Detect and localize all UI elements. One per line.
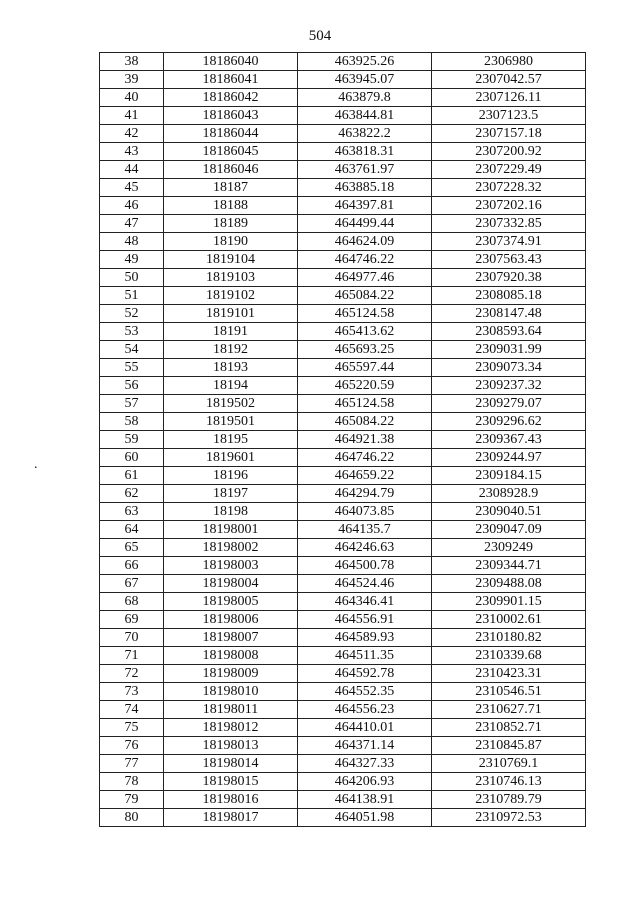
y-coordinate-cell: 2310845.87 xyxy=(432,737,586,755)
table-row xyxy=(100,341,586,359)
row-number-cell: 43 xyxy=(100,143,164,161)
point-id-cell: 18187 xyxy=(164,179,298,197)
table-row xyxy=(100,269,586,287)
x-coordinate-cell: 464592.78 xyxy=(298,665,432,683)
point-id-cell: 18186043 xyxy=(164,107,298,125)
y-coordinate-cell: 2309244.97 xyxy=(432,449,586,467)
point-id-cell: 18189 xyxy=(164,215,298,233)
x-coordinate-cell: 464746.22 xyxy=(298,449,432,467)
row-number-cell: 72 xyxy=(100,665,164,683)
x-coordinate-cell: 464135.7 xyxy=(298,521,432,539)
table-row xyxy=(100,737,586,755)
table-row xyxy=(100,161,586,179)
table-row xyxy=(100,125,586,143)
table-row xyxy=(100,683,586,701)
table-row xyxy=(100,791,586,809)
row-number-cell: 56 xyxy=(100,377,164,395)
stray-mark: . xyxy=(34,457,38,472)
table-row xyxy=(100,467,586,485)
x-coordinate-cell: 465413.62 xyxy=(298,323,432,341)
x-coordinate-cell: 463945.07 xyxy=(298,71,432,89)
y-coordinate-cell: 2307202.16 xyxy=(432,197,586,215)
y-coordinate-cell: 2307920.38 xyxy=(432,269,586,287)
point-id-cell: 18198001 xyxy=(164,521,298,539)
row-number-cell: 62 xyxy=(100,485,164,503)
row-number-cell: 79 xyxy=(100,791,164,809)
y-coordinate-cell: 2310789.79 xyxy=(432,791,586,809)
x-coordinate-cell: 464346.41 xyxy=(298,593,432,611)
x-coordinate-cell: 464921.38 xyxy=(298,431,432,449)
table-row xyxy=(100,395,586,413)
y-coordinate-cell: 2310423.31 xyxy=(432,665,586,683)
point-id-cell: 18198006 xyxy=(164,611,298,629)
point-id-cell: 18198013 xyxy=(164,737,298,755)
table-row xyxy=(100,539,586,557)
point-id-cell: 18186041 xyxy=(164,71,298,89)
row-number-cell: 78 xyxy=(100,773,164,791)
x-coordinate-cell: 464556.23 xyxy=(298,701,432,719)
x-coordinate-cell: 464051.98 xyxy=(298,809,432,827)
point-id-cell: 1819502 xyxy=(164,395,298,413)
row-number-cell: 68 xyxy=(100,593,164,611)
point-id-cell: 18198012 xyxy=(164,719,298,737)
y-coordinate-cell: 2309184.15 xyxy=(432,467,586,485)
x-coordinate-cell: 463761.97 xyxy=(298,161,432,179)
point-id-cell: 18194 xyxy=(164,377,298,395)
y-coordinate-cell: 2309047.09 xyxy=(432,521,586,539)
table-row xyxy=(100,215,586,233)
point-id-cell: 18198002 xyxy=(164,539,298,557)
point-id-cell: 18191 xyxy=(164,323,298,341)
row-number-cell: 51 xyxy=(100,287,164,305)
point-id-cell: 1819501 xyxy=(164,413,298,431)
table-row xyxy=(100,575,586,593)
row-number-cell: 55 xyxy=(100,359,164,377)
point-id-cell: 18186044 xyxy=(164,125,298,143)
table-row xyxy=(100,557,586,575)
y-coordinate-cell: 2307229.49 xyxy=(432,161,586,179)
y-coordinate-cell: 2309279.07 xyxy=(432,395,586,413)
row-number-cell: 60 xyxy=(100,449,164,467)
point-id-cell: 18198008 xyxy=(164,647,298,665)
table-row xyxy=(100,593,586,611)
table-row xyxy=(100,485,586,503)
y-coordinate-cell: 2310746.13 xyxy=(432,773,586,791)
row-number-cell: 65 xyxy=(100,539,164,557)
x-coordinate-cell: 464073.85 xyxy=(298,503,432,521)
table-row xyxy=(100,521,586,539)
y-coordinate-cell: 2309073.34 xyxy=(432,359,586,377)
y-coordinate-cell: 2309031.99 xyxy=(432,341,586,359)
table-row xyxy=(100,773,586,791)
point-id-cell: 18198016 xyxy=(164,791,298,809)
x-coordinate-cell: 464589.93 xyxy=(298,629,432,647)
row-number-cell: 69 xyxy=(100,611,164,629)
y-coordinate-cell: 2310002.61 xyxy=(432,611,586,629)
row-number-cell: 71 xyxy=(100,647,164,665)
y-coordinate-cell: 2306980 xyxy=(432,53,586,71)
point-id-cell: 18197 xyxy=(164,485,298,503)
point-id-cell: 1819103 xyxy=(164,269,298,287)
y-coordinate-cell: 2307200.92 xyxy=(432,143,586,161)
point-id-cell: 18186045 xyxy=(164,143,298,161)
row-number-cell: 45 xyxy=(100,179,164,197)
y-coordinate-cell: 2307228.32 xyxy=(432,179,586,197)
row-number-cell: 73 xyxy=(100,683,164,701)
table-row xyxy=(100,755,586,773)
y-coordinate-cell: 2307332.85 xyxy=(432,215,586,233)
point-id-cell: 18196 xyxy=(164,467,298,485)
y-coordinate-cell: 2307126.11 xyxy=(432,89,586,107)
table-row xyxy=(100,611,586,629)
y-coordinate-cell: 2307157.18 xyxy=(432,125,586,143)
x-coordinate-cell: 464138.91 xyxy=(298,791,432,809)
y-coordinate-cell: 2309237.32 xyxy=(432,377,586,395)
x-coordinate-cell: 464977.46 xyxy=(298,269,432,287)
coordinates-table xyxy=(99,52,586,827)
row-number-cell: 67 xyxy=(100,575,164,593)
point-id-cell: 1819601 xyxy=(164,449,298,467)
table-row xyxy=(100,197,586,215)
x-coordinate-cell: 464500.78 xyxy=(298,557,432,575)
table-row xyxy=(100,503,586,521)
row-number-cell: 54 xyxy=(100,341,164,359)
point-id-cell: 18195 xyxy=(164,431,298,449)
y-coordinate-cell: 2309488.08 xyxy=(432,575,586,593)
row-number-cell: 49 xyxy=(100,251,164,269)
table-row xyxy=(100,719,586,737)
row-number-cell: 44 xyxy=(100,161,164,179)
table-row xyxy=(100,359,586,377)
y-coordinate-cell: 2310769.1 xyxy=(432,755,586,773)
y-coordinate-cell: 2310546.51 xyxy=(432,683,586,701)
row-number-cell: 70 xyxy=(100,629,164,647)
point-id-cell: 18198 xyxy=(164,503,298,521)
row-number-cell: 38 xyxy=(100,53,164,71)
row-number-cell: 58 xyxy=(100,413,164,431)
row-number-cell: 61 xyxy=(100,467,164,485)
row-number-cell: 40 xyxy=(100,89,164,107)
point-id-cell: 18198003 xyxy=(164,557,298,575)
point-id-cell: 18198007 xyxy=(164,629,298,647)
point-id-cell: 18192 xyxy=(164,341,298,359)
x-coordinate-cell: 463818.31 xyxy=(298,143,432,161)
y-coordinate-cell: 2310852.71 xyxy=(432,719,586,737)
x-coordinate-cell: 464371.14 xyxy=(298,737,432,755)
table-row xyxy=(100,251,586,269)
table-row xyxy=(100,233,586,251)
table-row xyxy=(100,287,586,305)
table-row xyxy=(100,629,586,647)
table-row xyxy=(100,449,586,467)
table-row xyxy=(100,323,586,341)
row-number-cell: 39 xyxy=(100,71,164,89)
row-number-cell: 41 xyxy=(100,107,164,125)
x-coordinate-cell: 464294.79 xyxy=(298,485,432,503)
x-coordinate-cell: 465084.22 xyxy=(298,413,432,431)
x-coordinate-cell: 464410.01 xyxy=(298,719,432,737)
y-coordinate-cell: 2307563.43 xyxy=(432,251,586,269)
table-row xyxy=(100,305,586,323)
y-coordinate-cell: 2310972.53 xyxy=(432,809,586,827)
point-id-cell: 18193 xyxy=(164,359,298,377)
row-number-cell: 75 xyxy=(100,719,164,737)
x-coordinate-cell: 464327.33 xyxy=(298,755,432,773)
y-coordinate-cell: 2308593.64 xyxy=(432,323,586,341)
table-row xyxy=(100,179,586,197)
row-number-cell: 46 xyxy=(100,197,164,215)
point-id-cell: 1819104 xyxy=(164,251,298,269)
point-id-cell: 18198015 xyxy=(164,773,298,791)
table-row xyxy=(100,377,586,395)
table-row xyxy=(100,665,586,683)
point-id-cell: 18190 xyxy=(164,233,298,251)
row-number-cell: 52 xyxy=(100,305,164,323)
y-coordinate-cell: 2310180.82 xyxy=(432,629,586,647)
y-coordinate-cell: 2309344.71 xyxy=(432,557,586,575)
table-row xyxy=(100,89,586,107)
y-coordinate-cell: 2307042.57 xyxy=(432,71,586,89)
table-row xyxy=(100,71,586,89)
point-id-cell: 18198017 xyxy=(164,809,298,827)
row-number-cell: 63 xyxy=(100,503,164,521)
x-coordinate-cell: 463844.81 xyxy=(298,107,432,125)
row-number-cell: 80 xyxy=(100,809,164,827)
x-coordinate-cell: 464746.22 xyxy=(298,251,432,269)
row-number-cell: 47 xyxy=(100,215,164,233)
table-row xyxy=(100,647,586,665)
page-number: 504 xyxy=(308,28,332,44)
x-coordinate-cell: 464511.35 xyxy=(298,647,432,665)
x-coordinate-cell: 463925.26 xyxy=(298,53,432,71)
table-row xyxy=(100,701,586,719)
x-coordinate-cell: 464552.35 xyxy=(298,683,432,701)
x-coordinate-cell: 463885.18 xyxy=(298,179,432,197)
point-id-cell: 18198014 xyxy=(164,755,298,773)
y-coordinate-cell: 2307374.91 xyxy=(432,233,586,251)
row-number-cell: 50 xyxy=(100,269,164,287)
point-id-cell: 18198010 xyxy=(164,683,298,701)
point-id-cell: 1819102 xyxy=(164,287,298,305)
point-id-cell: 18186042 xyxy=(164,89,298,107)
x-coordinate-cell: 464659.22 xyxy=(298,467,432,485)
x-coordinate-cell: 464624.09 xyxy=(298,233,432,251)
row-number-cell: 77 xyxy=(100,755,164,773)
row-number-cell: 59 xyxy=(100,431,164,449)
point-id-cell: 18186040 xyxy=(164,53,298,71)
x-coordinate-cell: 464499.44 xyxy=(298,215,432,233)
x-coordinate-cell: 465220.59 xyxy=(298,377,432,395)
y-coordinate-cell: 2308928.9 xyxy=(432,485,586,503)
row-number-cell: 76 xyxy=(100,737,164,755)
y-coordinate-cell: 2309296.62 xyxy=(432,413,586,431)
table-row xyxy=(100,809,586,827)
row-number-cell: 53 xyxy=(100,323,164,341)
y-coordinate-cell: 2308085.18 xyxy=(432,287,586,305)
x-coordinate-cell: 465084.22 xyxy=(298,287,432,305)
x-coordinate-cell: 464524.46 xyxy=(298,575,432,593)
y-coordinate-cell: 2309040.51 xyxy=(432,503,586,521)
x-coordinate-cell: 464246.63 xyxy=(298,539,432,557)
row-number-cell: 42 xyxy=(100,125,164,143)
y-coordinate-cell: 2309249 xyxy=(432,539,586,557)
row-number-cell: 74 xyxy=(100,701,164,719)
y-coordinate-cell: 2310627.71 xyxy=(432,701,586,719)
table-row xyxy=(100,143,586,161)
table-row xyxy=(100,413,586,431)
table-row xyxy=(100,107,586,125)
point-id-cell: 18188 xyxy=(164,197,298,215)
row-number-cell: 66 xyxy=(100,557,164,575)
x-coordinate-cell: 465124.58 xyxy=(298,305,432,323)
table-body xyxy=(100,53,586,827)
point-id-cell: 1819101 xyxy=(164,305,298,323)
row-number-cell: 57 xyxy=(100,395,164,413)
x-coordinate-cell: 464397.81 xyxy=(298,197,432,215)
y-coordinate-cell: 2309367.43 xyxy=(432,431,586,449)
row-number-cell: 48 xyxy=(100,233,164,251)
table-row xyxy=(100,53,586,71)
x-coordinate-cell: 463879.8 xyxy=(298,89,432,107)
table-row xyxy=(100,431,586,449)
point-id-cell: 18198005 xyxy=(164,593,298,611)
y-coordinate-cell: 2310339.68 xyxy=(432,647,586,665)
y-coordinate-cell: 2309901.15 xyxy=(432,593,586,611)
x-coordinate-cell: 465693.25 xyxy=(298,341,432,359)
x-coordinate-cell: 465124.58 xyxy=(298,395,432,413)
x-coordinate-cell: 463822.2 xyxy=(298,125,432,143)
point-id-cell: 18198009 xyxy=(164,665,298,683)
point-id-cell: 18186046 xyxy=(164,161,298,179)
x-coordinate-cell: 464556.91 xyxy=(298,611,432,629)
point-id-cell: 18198004 xyxy=(164,575,298,593)
x-coordinate-cell: 465597.44 xyxy=(298,359,432,377)
y-coordinate-cell: 2307123.5 xyxy=(432,107,586,125)
row-number-cell: 64 xyxy=(100,521,164,539)
y-coordinate-cell: 2308147.48 xyxy=(432,305,586,323)
point-id-cell: 18198011 xyxy=(164,701,298,719)
x-coordinate-cell: 464206.93 xyxy=(298,773,432,791)
